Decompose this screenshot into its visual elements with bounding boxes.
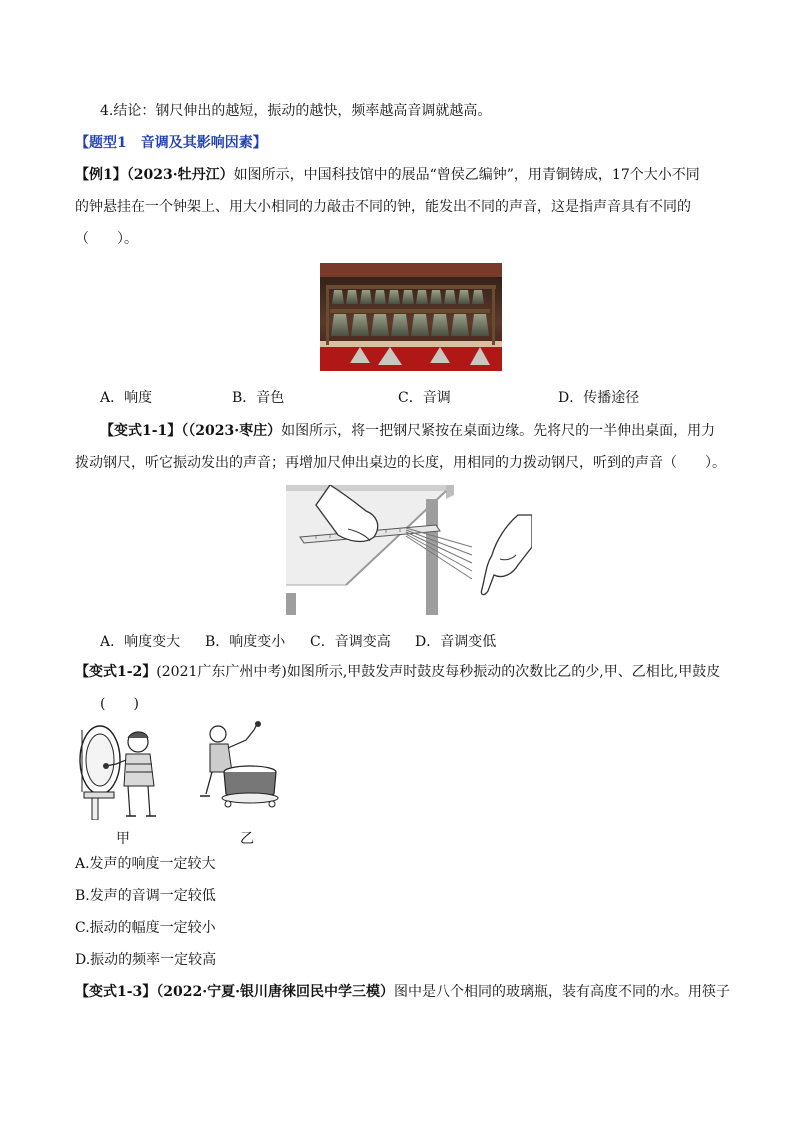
example1-text: 如图所示，中国科技馆中的展品“曾侯乙编钟”，用青铜铸成，17个大小不同 <box>233 167 700 183</box>
drum-jia-figure <box>76 720 168 820</box>
variant11-option-b: B．响度变小 <box>205 634 286 650</box>
topic-heading: 【题型1 音调及其影响因素】 <box>75 135 267 151</box>
variant12-line2: ( ) <box>100 696 139 712</box>
variant13-line1 <box>75 982 730 1002</box>
variant12-option-c: C.振动的幅度一定较小 <box>75 920 216 936</box>
variant13-source: （2022·宁夏·银川唐徕回民中学三模） <box>156 984 395 1000</box>
example1-line1 <box>75 165 700 185</box>
variant11-option-a: A．响度变大 <box>100 634 181 650</box>
example1-option-c: C．音调 <box>398 390 451 406</box>
variant11-source: （（2023·枣庄） <box>181 423 282 439</box>
example1-option-b: B．音色 <box>232 390 285 406</box>
example1-line3: （ ）。 <box>75 231 138 247</box>
variant12-option-d: D.振动的频率一定较高 <box>75 952 217 968</box>
variant11-line2: 拨动钢尺，听它振动发出的声音；再增加尺伸出桌边的长度，用相同的力拨动钢尺，听到的声音（ ）。 <box>75 455 726 471</box>
drum-yi-figure <box>188 720 284 810</box>
variant11-tag: 【变式1-1】 <box>100 423 182 439</box>
ruler-table-figure <box>286 485 532 615</box>
variant12-option-b: B.发声的音调一定较低 <box>75 888 216 904</box>
variant11-line1 <box>100 421 715 441</box>
example1-option-d: D．传播途径 <box>558 390 640 406</box>
variant12-text: (2021广东广州中考)如图所示,甲鼓发声时鼓皮每秒振动的次数比乙的少,甲、乙相比,甲鼓皮 <box>156 664 721 680</box>
example1-line2: 的钟悬挂在一个钟架上、用大小相同的力敲击不同的钟，能发出不同的声音，这是指声音具有不同的 <box>75 199 691 215</box>
variant12-tag: 【变式1-2】 <box>75 664 157 680</box>
variant11-option-d: D．音调变低 <box>415 634 497 650</box>
variant11-text: 如图所示，将一把钢尺紧按在桌面边缘。先将尺的一半伸出桌面，用力 <box>281 423 716 439</box>
variant11-option-c: C．音调变高 <box>310 634 391 650</box>
variant12-line1 <box>75 662 720 682</box>
variant13-text: 图中是八个相同的玻璃瓶，装有高度不同的水。用筷子 <box>394 984 731 1000</box>
caption-yi: 乙 <box>240 831 254 847</box>
conclusion-text: 4.结论：钢尺伸出的越短，振动的越快，频率越高音调就越高。 <box>100 103 492 119</box>
variant13-tag: 【变式1-3】 <box>75 984 157 1000</box>
variant12-option-a: A.发声的响度一定较大 <box>75 856 216 872</box>
bianzhong-bells-photo <box>320 263 502 371</box>
example1-option-a: A．响度 <box>100 390 153 406</box>
caption-jia: 甲 <box>116 831 130 847</box>
example1-source: （2023·牡丹江） <box>126 167 234 183</box>
example1-tag: 【例1】 <box>75 167 127 183</box>
